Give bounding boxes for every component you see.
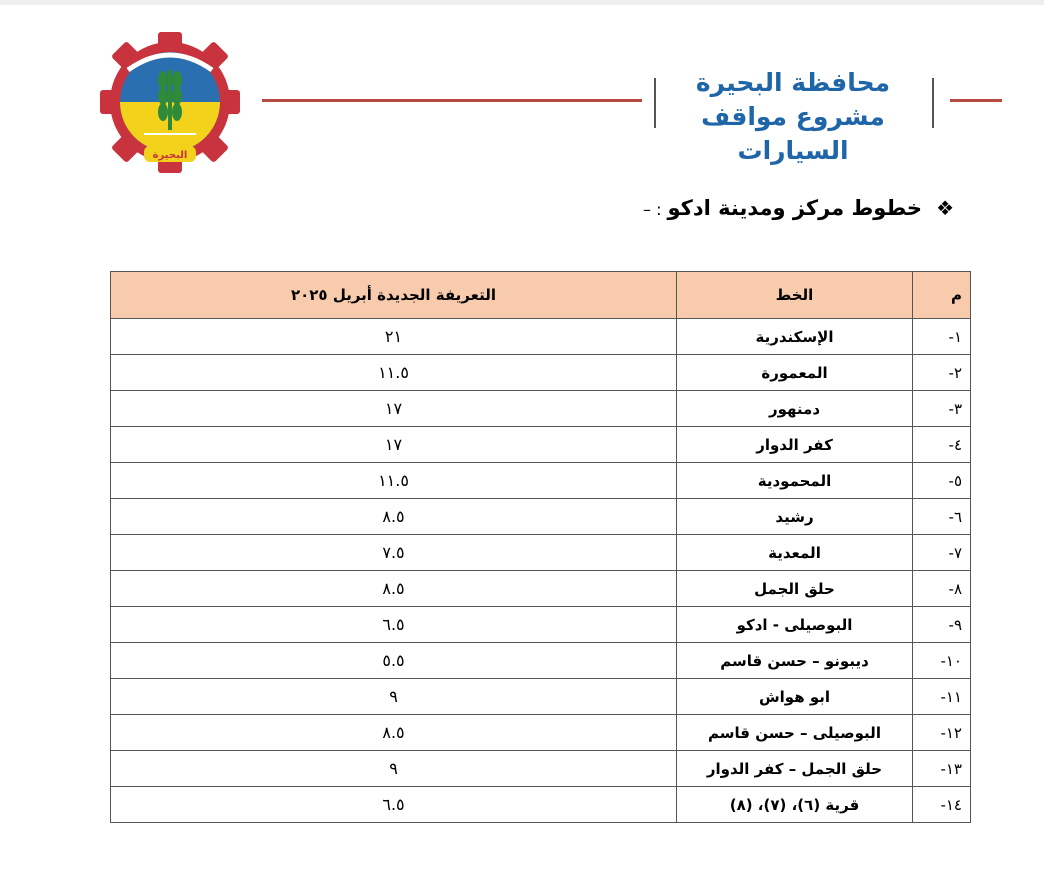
route-name: دمنهور <box>677 391 913 427</box>
fare-value: ٦.٥ <box>111 787 677 823</box>
row-number: ٧- <box>913 535 971 571</box>
fare-value: ٩ <box>111 679 677 715</box>
route-name: المعدية <box>677 535 913 571</box>
row-number: ١٢- <box>913 715 971 751</box>
row-number: ٢- <box>913 355 971 391</box>
route-name: ديبونو – حسن قاسم <box>677 643 913 679</box>
row-number: ٦- <box>913 499 971 535</box>
route-name: البوصيلى - ادكو <box>677 607 913 643</box>
fare-value: ٧.٥ <box>111 535 677 571</box>
row-number: ٤- <box>913 427 971 463</box>
route-name: رشيد <box>677 499 913 535</box>
top-strip <box>0 0 1044 5</box>
governorate-name: محافظة البحيرة <box>695 68 891 97</box>
route-name: قرية (٦)، (٧)، (٨) <box>677 787 913 823</box>
route-name: حلق الجمل <box>677 571 913 607</box>
route-name: ابو هواش <box>677 679 913 715</box>
fare-value: ١١.٥ <box>111 355 677 391</box>
route-name: كفر الدوار <box>677 427 913 463</box>
table-row <box>111 499 971 535</box>
section-suffix: : – <box>643 200 662 219</box>
fare-value: ٨.٥ <box>111 499 677 535</box>
fare-value: ١٧ <box>111 391 677 427</box>
fares-table <box>110 271 971 823</box>
table-row <box>111 607 971 643</box>
row-number: ٥- <box>913 463 971 499</box>
section-title: خطوط مركز ومدينة ادكو <box>667 196 923 220</box>
row-number: ٩- <box>913 607 971 643</box>
column-header-line: الخط <box>677 272 913 319</box>
route-name: المعمورة <box>677 355 913 391</box>
row-number: ٨- <box>913 571 971 607</box>
section-heading <box>643 196 954 220</box>
table-header-row <box>111 272 971 319</box>
table-row <box>111 643 971 679</box>
logo-caption: البحيرة <box>152 150 188 161</box>
row-number: ١١- <box>913 679 971 715</box>
header-rule-right <box>950 99 1002 102</box>
column-header-number: م <box>913 272 971 319</box>
row-number: ١- <box>913 319 971 355</box>
table-row <box>111 427 971 463</box>
route-name: الإسكندرية <box>677 319 913 355</box>
organization-title <box>662 66 924 168</box>
header-rule-left <box>262 99 642 102</box>
table-row <box>111 571 971 607</box>
table-row <box>111 355 971 391</box>
route-name: البوصيلى – حسن قاسم <box>677 715 913 751</box>
fare-value: ١٧ <box>111 427 677 463</box>
fare-value: ٥.٥ <box>111 643 677 679</box>
table-row <box>111 715 971 751</box>
row-number: ١٤- <box>913 787 971 823</box>
table-row <box>111 679 971 715</box>
governorate-logo <box>100 30 240 175</box>
fare-value: ٩ <box>111 751 677 787</box>
table-row <box>111 319 971 355</box>
header-divider <box>654 78 656 128</box>
row-number: ٣- <box>913 391 971 427</box>
table-row <box>111 751 971 787</box>
route-name: المحمودية <box>677 463 913 499</box>
column-header-fare: التعريفة الجديدة أبريل ٢٠٢٥ <box>111 272 677 319</box>
diamond-bullet-icon: ❖ <box>936 196 954 220</box>
row-number: ١٣- <box>913 751 971 787</box>
row-number: ١٠- <box>913 643 971 679</box>
project-name: مشروع مواقف السيارات <box>701 102 885 165</box>
fare-value: ٨.٥ <box>111 715 677 751</box>
table-row <box>111 787 971 823</box>
fare-value: ٢١ <box>111 319 677 355</box>
fare-value: ٨.٥ <box>111 571 677 607</box>
table-row <box>111 463 971 499</box>
route-name: حلق الجمل – كفر الدوار <box>677 751 913 787</box>
fare-value: ١١.٥ <box>111 463 677 499</box>
table-row <box>111 391 971 427</box>
table-row <box>111 535 971 571</box>
fare-value: ٦.٥ <box>111 607 677 643</box>
header-divider <box>932 78 934 128</box>
